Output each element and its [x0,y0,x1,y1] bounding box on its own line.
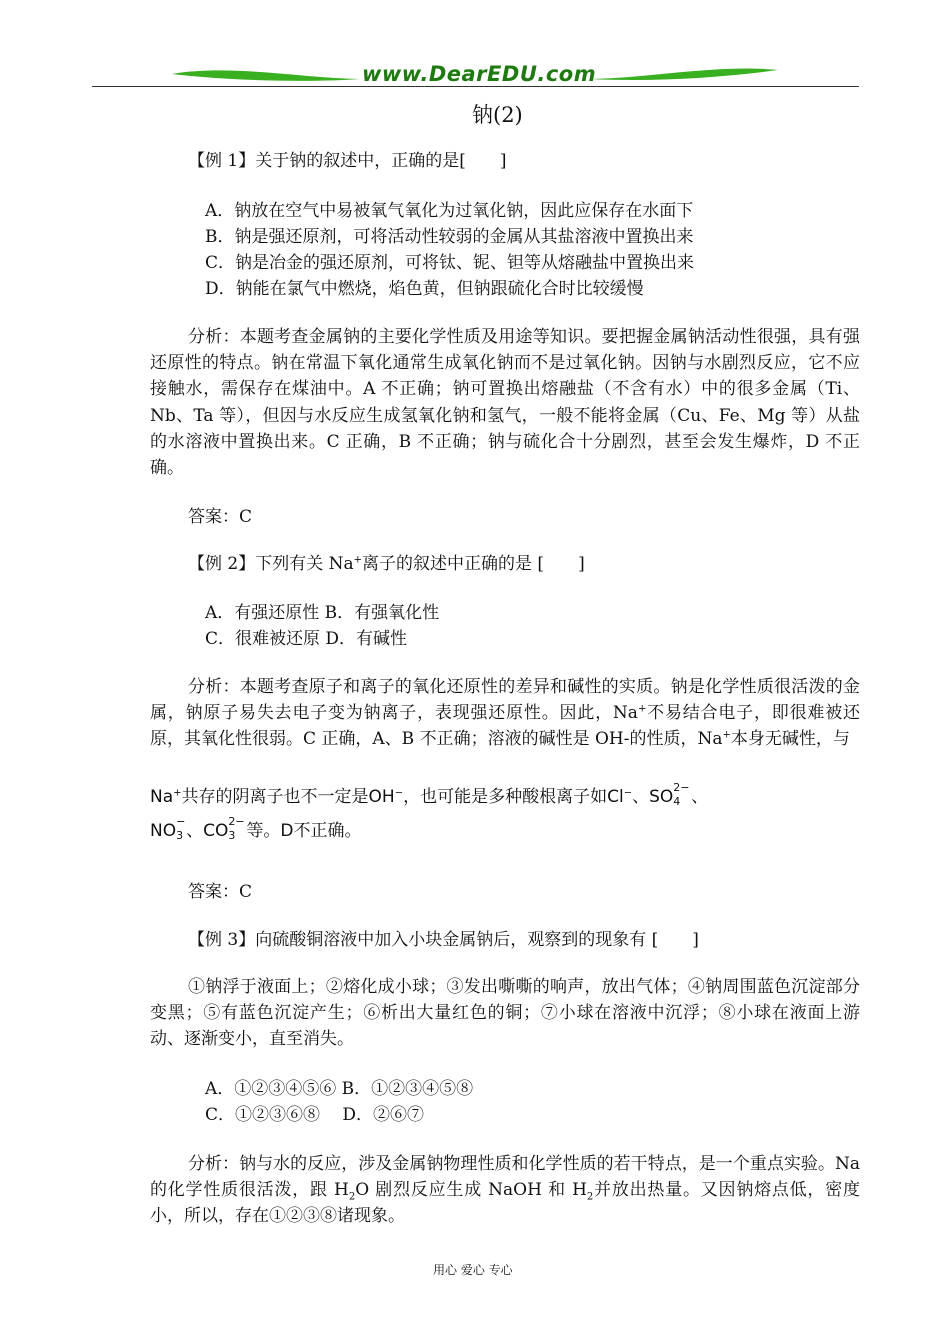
ex1-option-a: A．钠放在空气中易被氧气氧化为过氧化钠，因此应保存在水面下 [205,201,694,221]
ex2-formula-line1 [150,782,708,807]
logo-text: www.DearEDU.com [362,62,597,86]
no3-text: NO [150,821,177,841]
so4-sup: 2− [673,781,690,794]
ex3-analysis-a: 分析：钠与水的反应，涉及金属钠物理性质和化学性质的若干特点，是一个重点实验。Na 的化学性质很活泼，跟 H [150,1154,860,1201]
ex2-analysis-sup2: + [722,729,731,741]
ex3-phenomena: ①钠浮于液面上；②熔化成小球；③发出嘶嘶的响声，放出气体；④钠周围蓝色沉淀部分变黑；⑤有蓝色沉淀产生；⑥析出大量红色的铜；⑦小球在溶液中沉浮；⑧小球在液面上游动、逐渐变小，直至消失。 [150,977,860,1050]
ex2-analysis-b: 不易结合电子，即很难被还原，其氧化性很弱。C 正确，A、B 不正确；溶液的碱性是 OH-的性质，Na [150,703,861,750]
ex1-answer: 答案：C [188,507,253,527]
page-footer: 用心 爱心 专心 [433,1263,513,1277]
ex2-q-sup: + [353,554,363,566]
ex1-option-d: D．钠能在氯气中燃烧，焰色黄，但钠跟硫化合时比较缓慢 [205,279,644,299]
h2-sub: 2 [586,1191,594,1203]
ex2-analysis-sup1: + [637,703,647,715]
co3-sup: 2− [228,815,245,828]
no3-sup: − [176,815,186,828]
ex3-option-ab: A．①②③④⑤⑥ B．①②③④⑤⑧ [205,1079,474,1099]
ex3-analysis-b: O 剧烈反应生成 NaOH 和 H [355,1180,587,1201]
formula1-t3: 、SO [632,787,674,807]
ex2-option-ab: A．有强还原性 B．有强氧化性 [205,603,440,623]
ex2-option-cd: C．很难被还原 D．有碱性 [205,629,408,649]
formula1-t2: ，也可能是多种酸根离子如Cl [403,787,624,807]
no3-stack [176,815,186,842]
so4-sub: 4 [673,795,681,808]
na-sup: + [173,787,182,799]
cl-sup: − [623,787,633,799]
ex1-question: 【例 1】关于钠的叙述中，正确的是[ ] [188,151,507,171]
ex3-analysis-c: 并放出热量。又因钠熔点低，密度小，所以，存在①②③⑧诸现象。 [150,1180,860,1227]
ex2-q-prefix: 【例 2】下列有关 Na [188,554,354,574]
ex2-formula-line2 [150,816,361,841]
ex2-question [188,551,585,577]
ex2-analysis [150,674,860,753]
header-rule [92,86,859,87]
ex1-option-b: B．钠是强还原剂，可将活动性较弱的金属从其盐溶液中置换出来 [205,227,694,247]
ex1-option-c: C．钠是冶金的强还原剂，可将钛、铌、钽等从熔融盐中置换出来 [205,253,695,273]
oh-sup: − [394,787,404,799]
co3-stack [228,815,245,842]
formula2-t2: 等。D不正确。 [246,821,362,841]
formula1-t4: 、 [691,787,709,807]
ex2-analysis-a: 分析：本题考查原子和离子的氧化还原性的差异和碱性的实质。钠是化学性质很活泼的金属，钠原子易失去电子变为钠离子，表现强还原性。因此，Na [150,677,860,724]
formula2-t1: 、CO [186,821,229,841]
ex1-analysis: 分析：本题考查金属钠的主要化学性质及用途等知识。要把握金属钠活动性很强，具有强还原性的特点。钠在常温下氧化通常生成氧化钠而不是过氧化钠。因钠与水剧烈反应，它不应接触水，需保存在煤油中。A 不正确；钠可置换出熔融盐（不含有水）中的很多金属（Ti、Nb、Ta 等），但因与水反应生成氢氧化钠和氢气，一般不能将金属（Cu、Fe、Mg 等）从盐的水溶液中置换出来。C 正确，B 不正确；钠与硫化合十分剧烈，甚至会发生爆炸，D 不正确。 [150,327,860,479]
co3-sub: 3 [228,829,236,842]
ex2-answer: 答案：C [188,882,253,902]
ex2-analysis-c: 本身无碱性，与 [730,729,850,750]
ex3-option-cd: C．①②③⑥⑧ D．②⑥⑦ [205,1105,425,1125]
ex2-q-suffix: 离子的叙述中正确的是 [ ] [362,554,585,574]
na-text: Na [150,787,174,807]
ex3-analysis [150,1151,860,1230]
so4-stack [673,781,690,808]
no3-sub: 3 [176,829,184,842]
ex3-question: 【例 3】向硫酸铜溶液中加入小块金属钠后，观察到的现象有 [ ] [188,930,699,950]
header-logo [170,60,780,88]
formula1-t1: 共存的阴离子也不一定是OH [181,787,395,807]
page-title: 钠(2) [472,103,523,127]
h2o-sub: 2 [348,1191,356,1203]
